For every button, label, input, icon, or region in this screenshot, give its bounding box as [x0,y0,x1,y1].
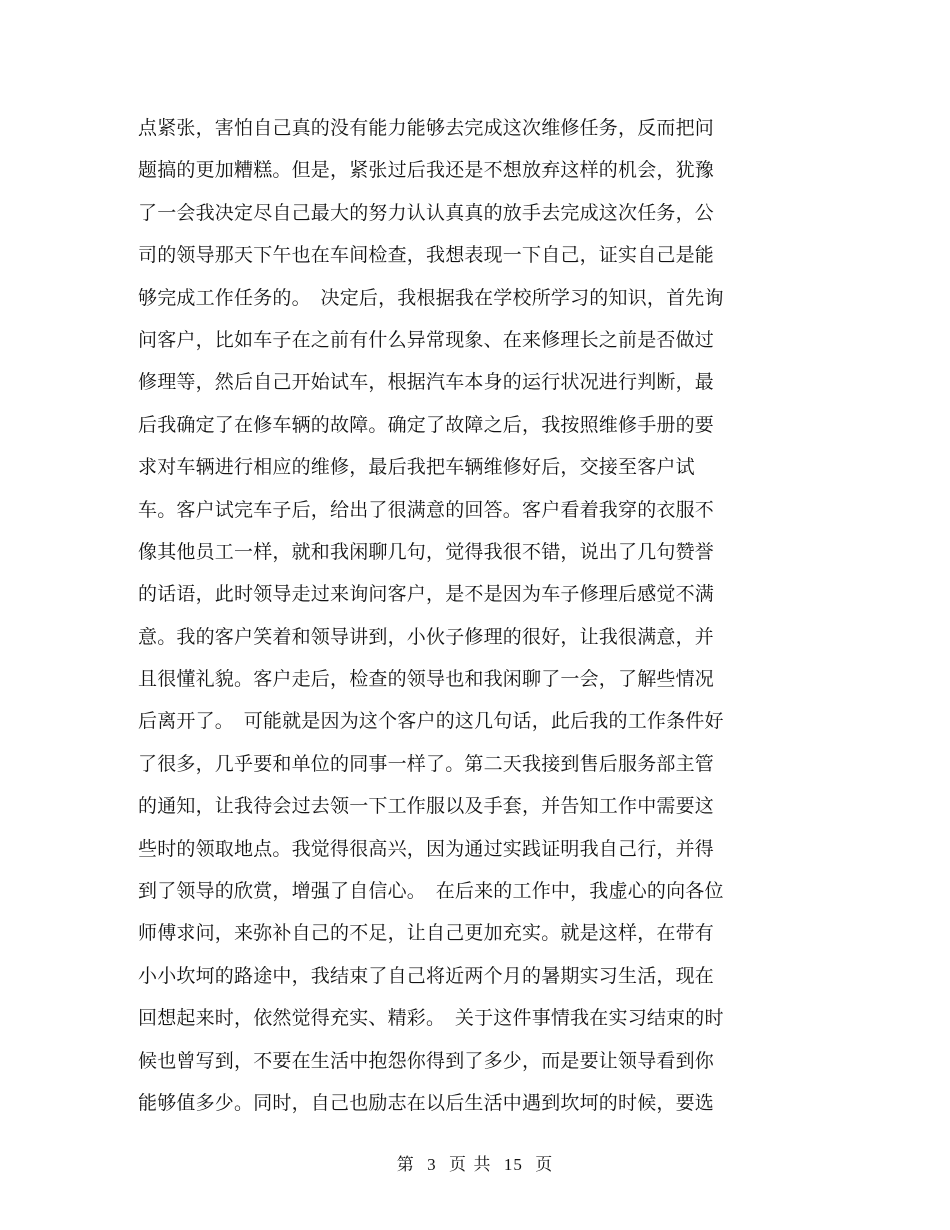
text-line: 车。客户试完车子后，给出了很满意的回答。客户看着我穿的衣服不 [138,498,715,521]
text-line: 且很懂礼貌。客户走后，检查的领导也和我闲聊了一会，了解些情况 [138,668,715,691]
page-footer [0,1150,950,1175]
body-text [138,112,818,1129]
text-line: 司的领导那天下午也在车间检查，我想表现一下自己，证实自己是能 [138,244,715,267]
text-line: 候也曾写到，不要在生活中抱怨你得到了多少，而是要让领导看到你 [138,1049,715,1072]
text-line: 到了领导的欣赏，增强了自信心。 在后来的工作中，我虚心的向各位 [138,880,724,903]
text-line: 师傅求问，来弥补自己的不足，让自己更加充实。就是这样，在带有 [138,922,715,945]
text-line: 些时的领取地点。我觉得很高兴，因为通过实践证明我自己行，并得 [138,837,715,860]
text-line: 问客户，比如车子在之前有什么异常现象、在来修理长之前是否做过 [138,328,715,351]
text-line: 修理等，然后自己开始试车，根据汽车本身的运行状况进行判断，最 [138,371,715,394]
text-line: 了很多，几乎要和单位的同事一样了。第二天我接到售后服务部主管 [138,752,715,775]
text-line: 够完成工作任务的。 决定后，我根据我在学校所学习的知识，首先询 [138,286,724,309]
footer-suffix: 页 [535,1155,554,1175]
footer-prefix: 第 [396,1155,415,1175]
text-line: 能够值多少。同时，自己也励志在以后生活中遇到坎坷的时候，要选 [138,1091,715,1114]
text-line: 后我确定了在修车辆的故障。确定了故障之后，我按照维修手册的要 [138,413,715,436]
text-line: 题搞的更加糟糕。但是，紧张过后我还是不想放弃这样的机会，犹豫 [138,159,715,182]
text-line: 后离开了。 可能就是因为这个客户的这几句话，此后我的工作条件好 [138,710,724,733]
footer-middle: 页 共 [449,1155,492,1175]
text-line: 的通知，让我待会过去领一下工作服以及手套，并告知工作中需要这 [138,795,715,818]
text-line: 点紧张，害怕自己真的没有能力能够去完成这次维修任务，反而把问 [138,117,715,139]
text-line: 了一会我决定尽自己最大的努力认认真真的放手去完成这次任务，公 [138,201,715,224]
text-line: 回想起来时，依然觉得充实、精彩。 关于这件事情我在实习结束的时 [138,1007,724,1030]
text-line: 意。我的客户笑着和领导讲到，小伙子修理的很好，让我很满意，并 [138,625,715,648]
total-pages-number: 15 [503,1155,523,1174]
text-line: 求对车辆进行相应的维修，最后我把车辆维修好后，交接至客户试 [138,456,695,479]
text-line: 的话语，此时领导走过来询问客户，是不是因为车子修理后感觉不满 [138,583,715,606]
current-page-number: 3 [427,1155,437,1174]
text-line: 小小坎坷的路途中，我结束了自己将近两个月的暑期实习生活，现在 [138,964,715,987]
text-line: 像其他员工一样，就和我闲聊几句，觉得我很不错，说出了几句赞誉 [138,540,715,563]
